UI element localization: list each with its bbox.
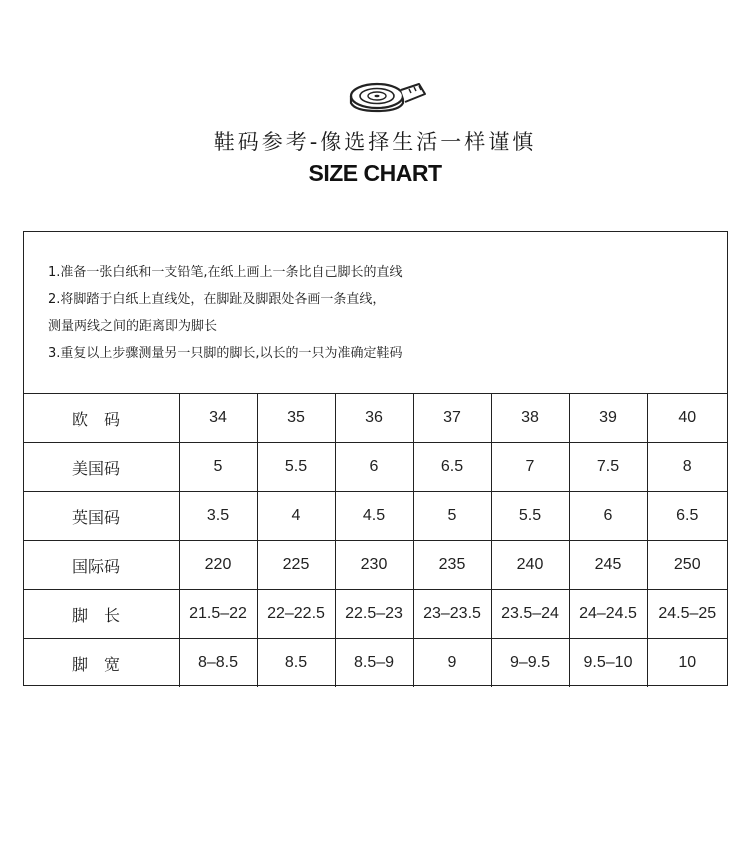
table-cell: 22.5–23 <box>335 590 413 639</box>
table-cell: 38 <box>491 394 569 443</box>
table-cell: 6 <box>569 492 647 541</box>
table-row-us <box>24 443 727 492</box>
table-cell: 35 <box>257 394 335 443</box>
table-cell: 21.5–22 <box>179 590 257 639</box>
table-cell: 5 <box>179 443 257 492</box>
table-cell: 6.5 <box>647 492 727 541</box>
table-cell: 8.5–9 <box>335 639 413 688</box>
table-cell: 23.5–24 <box>491 590 569 639</box>
table-row-uk <box>24 492 727 541</box>
table-cell: 9–9.5 <box>491 639 569 688</box>
measuring-tape-icon <box>347 76 427 116</box>
table-cell: 6.5 <box>413 443 491 492</box>
row-label: 国际码 <box>24 541 179 590</box>
table-cell: 250 <box>647 541 727 590</box>
table-cell: 40 <box>647 394 727 443</box>
row-label: 欧 码 <box>24 394 179 443</box>
table-cell: 235 <box>413 541 491 590</box>
page-subtitle: SIZE CHART <box>308 160 442 186</box>
instruction-line: 3.重复以上步骤测量另一只脚的脚长,以长的一只为准确定鞋码 <box>48 346 403 361</box>
table-cell: 37 <box>413 394 491 443</box>
measurement-instructions <box>24 232 727 394</box>
table-cell: 7 <box>491 443 569 492</box>
instruction-line: 测量两线之间的距离即为脚长 <box>48 319 218 334</box>
table-cell: 8–8.5 <box>179 639 257 688</box>
table-cell: 5.5 <box>491 492 569 541</box>
size-table <box>24 394 727 687</box>
table-row-eu <box>24 394 727 443</box>
table-cell: 24.5–25 <box>647 590 727 639</box>
row-label: 脚 长 <box>24 590 179 639</box>
table-cell: 225 <box>257 541 335 590</box>
table-cell: 4 <box>257 492 335 541</box>
table-cell: 22–22.5 <box>257 590 335 639</box>
table-cell: 39 <box>569 394 647 443</box>
row-label: 美国码 <box>24 443 179 492</box>
table-cell: 4.5 <box>335 492 413 541</box>
table-cell: 36 <box>335 394 413 443</box>
table-cell: 9.5–10 <box>569 639 647 688</box>
row-label: 脚 宽 <box>24 639 179 688</box>
table-cell: 23–23.5 <box>413 590 491 639</box>
table-cell: 230 <box>335 541 413 590</box>
instruction-line: 1.准备一张白纸和一支铅笔,在纸上画上一条比自己脚长的直线 <box>48 265 403 280</box>
table-cell: 7.5 <box>569 443 647 492</box>
page-title: 鞋码参考-像选择生活一样谨慎 <box>213 130 537 154</box>
instruction-line: 2.将脚踏于白纸上直线处，在脚趾及脚跟处各画一条直线， <box>48 292 386 307</box>
table-cell: 3.5 <box>179 492 257 541</box>
table-row-foot-width <box>24 639 727 688</box>
table-row-foot-length <box>24 590 727 639</box>
table-cell: 8 <box>647 443 727 492</box>
table-cell: 34 <box>179 394 257 443</box>
size-chart <box>23 231 728 686</box>
table-row-intl <box>24 541 727 590</box>
table-cell: 24–24.5 <box>569 590 647 639</box>
table-cell: 10 <box>678 654 697 671</box>
table-cell: 245 <box>569 541 647 590</box>
table-cell: 9 <box>413 639 491 688</box>
table-cell: 6 <box>335 443 413 492</box>
table-cell: 240 <box>491 541 569 590</box>
table-cell: 220 <box>179 541 257 590</box>
row-label: 英国码 <box>24 492 179 541</box>
table-cell: 5 <box>413 492 491 541</box>
table-cell: 5.5 <box>257 443 335 492</box>
table-cell: 8.5 <box>257 639 335 688</box>
